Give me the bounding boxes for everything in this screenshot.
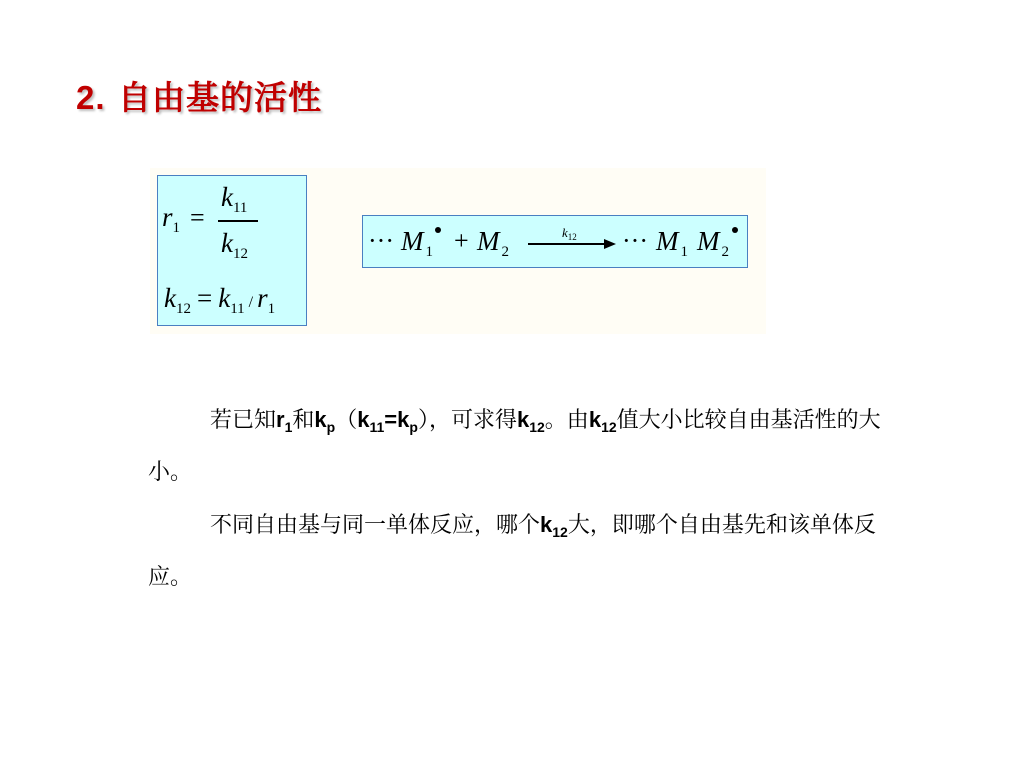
product-M2 — [697, 226, 729, 261]
product-M1 — [656, 226, 688, 261]
text: 大，即哪个自由基先和该单体反应。 — [148, 513, 876, 590]
symbol-k12 — [588, 407, 617, 435]
sub: 12 — [601, 419, 617, 435]
text: 不同自由基与同一单体反应，哪个 — [210, 513, 541, 538]
var-k: k — [221, 228, 233, 258]
sub-1: 1 — [680, 244, 688, 260]
arrow-rate-label — [562, 225, 577, 242]
formula-r1-lhs — [162, 202, 180, 237]
formula-k12-line — [164, 283, 275, 318]
var: k — [516, 407, 530, 432]
var-r: r — [162, 202, 173, 232]
symbol-k11-eq-kp — [357, 407, 418, 435]
text: （ — [335, 408, 358, 433]
radical-M1 — [401, 226, 433, 261]
var-k: k — [221, 182, 233, 212]
title-text: 自由基的活性 — [118, 78, 323, 117]
symbol-r1 — [276, 407, 293, 435]
var-r: r — [257, 283, 268, 313]
equals-sign-1: = — [190, 203, 205, 232]
var: r — [276, 407, 285, 432]
sub-2: 2 — [721, 244, 729, 260]
sub: 1 — [284, 419, 293, 435]
var-M: M — [656, 226, 679, 256]
arrow-head — [604, 239, 616, 249]
plus-sign: + — [454, 226, 469, 255]
sub-11: 11 — [230, 301, 245, 317]
radical-dot-2 — [732, 227, 738, 233]
radical-dot-1 — [435, 227, 441, 233]
text: 值大小比较自由基活性的大小。 — [148, 408, 881, 485]
sub: 11 — [369, 419, 385, 435]
ellipsis-1: ··· — [368, 226, 394, 255]
sub-12: 12 — [567, 232, 577, 242]
var-M: M — [401, 226, 424, 256]
sub-1: 1 — [425, 244, 433, 260]
text: 和 — [292, 408, 315, 433]
text: 若已知 — [210, 408, 277, 433]
title-number: 2. — [76, 79, 106, 116]
body-text — [148, 394, 888, 604]
sub: p — [409, 419, 418, 435]
sub-1: 1 — [267, 301, 276, 317]
sub-1: 1 — [172, 220, 181, 236]
sub: p — [326, 419, 336, 435]
symbol-k12 — [516, 407, 545, 435]
text: 。由 — [544, 408, 589, 433]
sub-2: 2 — [501, 244, 509, 260]
symbol-kp — [314, 407, 336, 435]
var-M: M — [477, 226, 500, 256]
sub-12: 12 — [175, 301, 191, 317]
var-k: k — [218, 283, 231, 313]
paragraph-1 — [148, 394, 888, 499]
var: k — [588, 407, 602, 432]
slide-title — [76, 72, 322, 119]
equals-sign-2: = — [196, 283, 213, 313]
slash: / — [248, 294, 254, 311]
var-M: M — [697, 226, 720, 256]
text: ），可求得 — [417, 408, 517, 433]
var-k: k — [562, 225, 568, 240]
var-k: k — [164, 283, 176, 313]
numerator-k11 — [221, 182, 247, 217]
var: k — [314, 407, 327, 432]
denominator-k12 — [221, 228, 248, 263]
monomer-M2 — [477, 226, 509, 261]
sub: 12 — [552, 524, 568, 540]
symbol-k12 — [540, 512, 568, 540]
var: k — [357, 407, 370, 432]
var: k — [397, 407, 410, 432]
fraction-bar — [218, 220, 258, 222]
sub-12: 12 — [232, 246, 248, 262]
sub: 12 — [529, 419, 545, 435]
reaction-arrow — [528, 243, 608, 245]
var: k — [540, 512, 553, 537]
ellipsis-2: ··· — [622, 226, 648, 255]
paragraph-2 — [148, 499, 888, 604]
equals: = — [384, 407, 398, 432]
sub-11: 11 — [232, 200, 248, 216]
